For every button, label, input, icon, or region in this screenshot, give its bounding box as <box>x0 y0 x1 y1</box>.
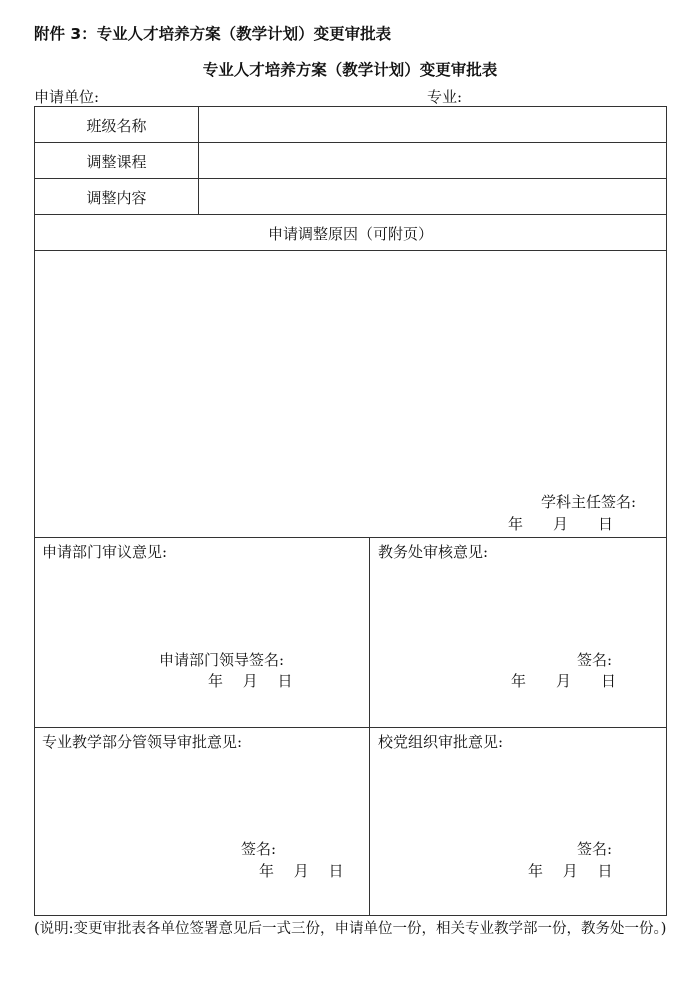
reason-field[interactable] <box>36 252 665 492</box>
adjust-content-label: 调整内容 <box>86 189 147 207</box>
subject-director-signature-label: 学科主任签名: <box>541 493 637 511</box>
major-label: 专业: <box>427 88 463 106</box>
row-divider <box>35 250 666 251</box>
adjust-course-label: 调整课程 <box>86 153 147 171</box>
explanatory-note: (说明:变更审批表各单位签署意见后一式三份，申请单位一份，相关专业教学部一份，教务处一份。) <box>34 921 667 937</box>
class-name-label: 班级名称 <box>86 117 147 135</box>
row-divider <box>35 537 666 538</box>
teaching-dept-signature-label: 签名: <box>241 840 277 858</box>
dept-leader-signature-label: 申请部门领导签名: <box>159 651 285 669</box>
attachment-title: 附件 3：专业人才培养方案（教学计划）变更审批表 <box>34 25 392 43</box>
teaching-dept-date: 年 月 日 <box>259 862 344 880</box>
academic-affairs-date: 年 月 日 <box>511 672 617 690</box>
party-org-approval-label: 校党组织审批意见: <box>378 733 504 751</box>
adjust-content-field[interactable] <box>199 180 666 213</box>
row-divider <box>35 178 666 179</box>
teaching-dept-approval-label: 专业教学部分管领导审批意见: <box>42 733 243 751</box>
row-divider <box>35 727 666 728</box>
dept-opinion-label: 申请部门审议意见: <box>42 543 168 561</box>
approval-form-table <box>34 106 667 916</box>
adjust-course-field[interactable] <box>199 144 666 177</box>
reason-heading: 申请调整原因（可附页） <box>267 225 433 243</box>
party-org-date: 年 月 日 <box>528 862 613 880</box>
row-divider <box>35 214 666 215</box>
class-name-field[interactable] <box>199 108 666 141</box>
form-title: 专业人才培养方案（教学计划）变更审批表 <box>202 61 498 79</box>
row-divider <box>35 142 666 143</box>
applicant-unit-label: 申请单位: <box>34 88 100 106</box>
party-org-signature-label: 签名: <box>577 840 613 858</box>
dept-opinion-date: 年 月 日 <box>208 672 293 690</box>
reason-date: 年 月 日 <box>508 515 614 533</box>
academic-affairs-opinion-label: 教务处审核意见: <box>378 543 489 561</box>
academic-affairs-signature-label: 签名: <box>577 651 613 669</box>
column-divider <box>369 537 370 915</box>
